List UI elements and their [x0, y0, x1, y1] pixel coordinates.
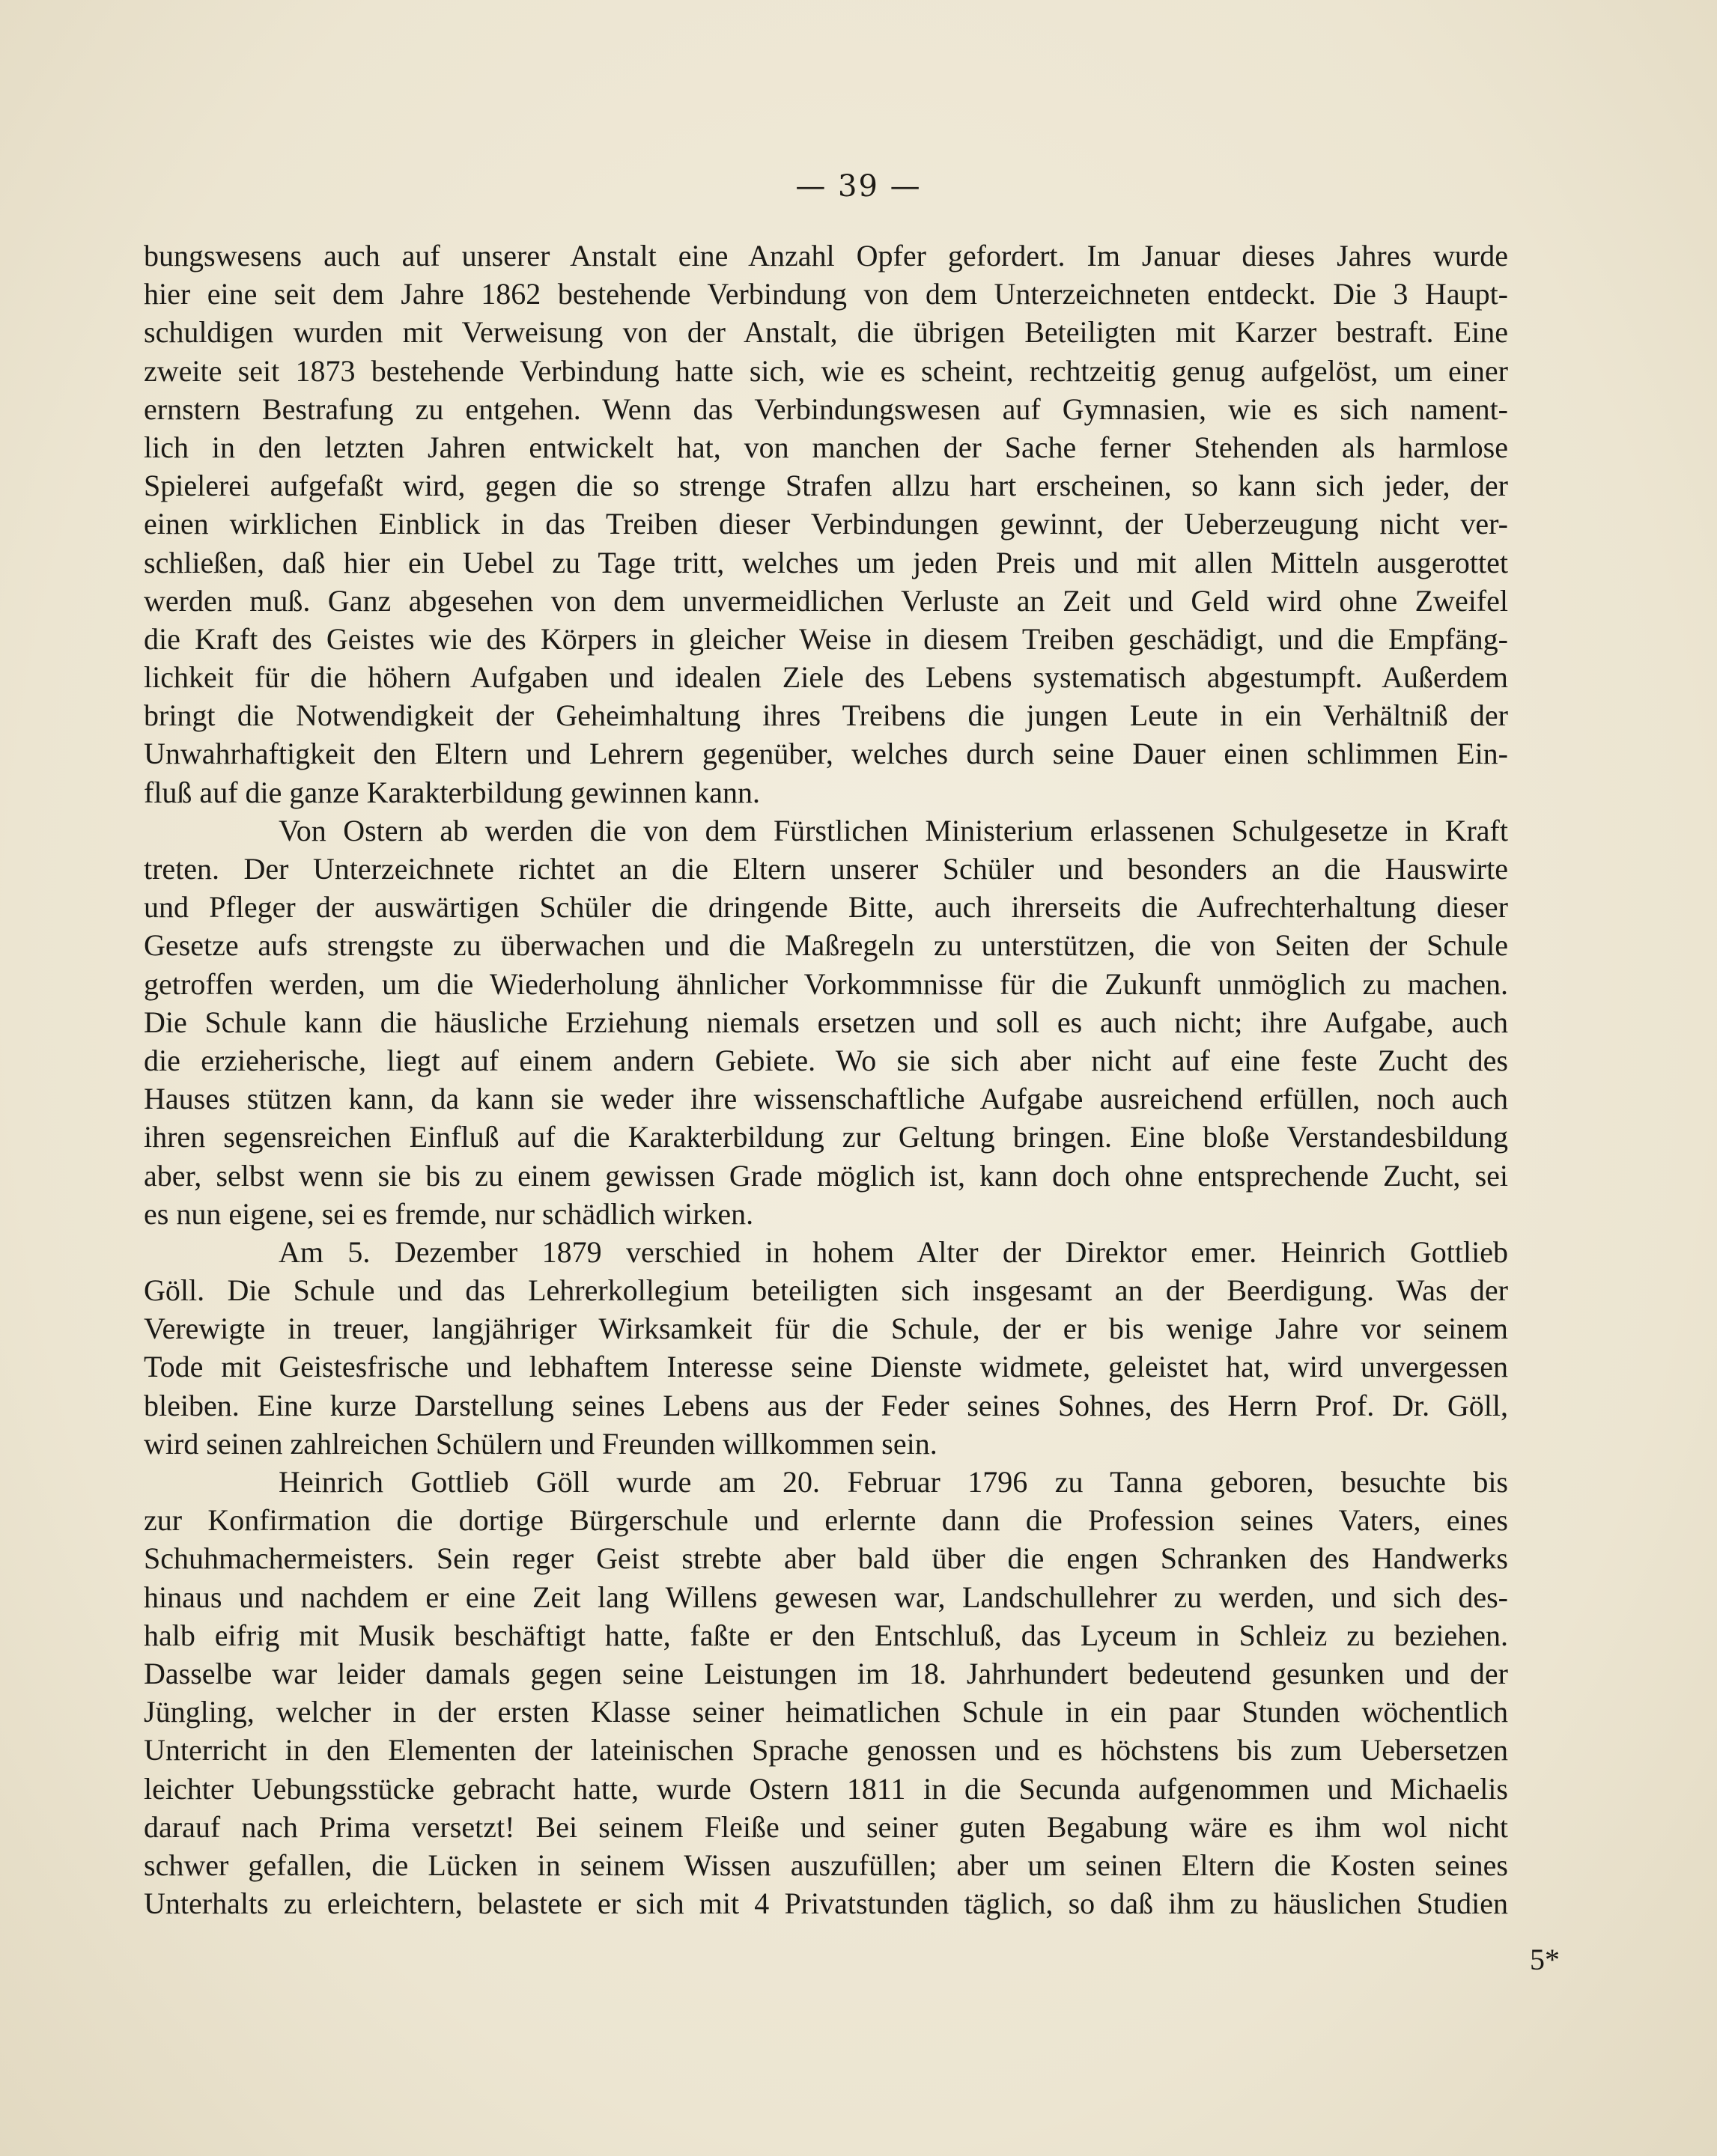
text-line: werden muß. Ganz abgesehen von dem unvermeidlichen Verluste an Zeit und Geld wird ohne Zweifel [144, 583, 1508, 618]
text-line: es nun eigene, sei es fremde, nur schädlich wirken. [144, 1196, 754, 1231]
text-line: schwer gefallen, die Lücken in seinem Wissen auszufüllen; aber um seinen Eltern die Kosten seines [144, 1848, 1508, 1882]
text-line: Dasselbe war leider damals gegen seine Leistungen im 18. Jahrhundert bedeutend gesunken und der [144, 1656, 1508, 1690]
text-line: ernstern Bestrafung zu entgehen. Wenn das Verbindungswesen auf Gymnasien, wie es sich nament- [144, 392, 1508, 426]
text-line: Unterricht in den Elementen der lateinischen Sprache genossen und es höchstens bis zum Uebersetzen [144, 1733, 1508, 1767]
text-line: lich in den letzten Jahren entwickelt hat, von manchen der Sache ferner Stehenden als harmlose [144, 430, 1508, 464]
paragraph-start-line: Heinrich Gottlieb Göll wurde am 20. Februar 1796 zu Tanna geboren, besuchte bis [279, 1465, 1508, 1499]
text-line: schuldigen wurden mit Verweisung von der Anstalt, die übrigen Beteiligten mit Karzer bestraft. Eine [144, 315, 1508, 350]
text-line: einen wirklichen Einblick in das Treiben dieser Verbindungen gewinnt, der Ueberzeugung nicht ver- [144, 507, 1508, 541]
text-line: die erzieherische, liegt auf einem andern Gebiete. Wo sie sich aber nicht auf eine feste Zucht des [144, 1043, 1508, 1077]
text-line: bringt die Notwendigkeit der Geheimhaltung ihres Treibens die jungen Leute in ein Verhältniß der [144, 698, 1508, 733]
page-number: — 39 — [795, 169, 922, 204]
text-line: Tode mit Geistesfrische und lebhaftem Interesse seine Dienste widmete, geleistet hat, wird unvergessen [144, 1350, 1508, 1384]
text-line: bleiben. Eine kurze Darstellung seines Lebens aus der Feder seines Sohnes, des Herrn Prof. Dr. Göll, [144, 1388, 1508, 1422]
text-line: ihren segensreichen Einfluß auf die Karakterbildung zur Geltung bringen. Eine bloße Verstandesbildung [144, 1120, 1508, 1154]
text-line: Hauses stützen kann, da kann sie weder ihre wissenschaftliche Aufgabe ausreichend erfüllen, noch auch [144, 1082, 1508, 1116]
text-line: lichkeit für die höhern Aufgaben und idealen Ziele des Lebens systematisch abgestumpft. Außerdem [144, 660, 1508, 695]
text-line: Unterhalts zu erleichtern, belastete er sich mit 4 Privatstunden täglich, so daß ihm zu häuslichen Studien [144, 1886, 1508, 1921]
text-line: Gesetze aufs strengste zu überwachen und die Maßregeln zu unterstützen, die von Seiten der Schule [144, 928, 1508, 963]
text-line: und Pfleger der auswärtigen Schüler die dringende Bitte, auch ihrerseits die Aufrechterhaltung dieser [144, 890, 1508, 925]
text-line: darauf nach Prima versetzt! Bei seinem Fleiße und seiner guten Begabung wäre es ihm wol nicht [144, 1809, 1508, 1844]
signature-mark: 5* [1530, 1943, 1560, 1976]
text-line: bungswesens auch auf unserer Anstalt eine Anzahl Opfer gefordert. Im Januar dieses Jahres wurde [144, 239, 1508, 272]
text-line: Spielerei aufgefaßt wird, gegen die so strenge Strafen allzu hart erscheinen, so kann sich jeder, der [144, 469, 1508, 503]
paragraph-start-line: Am 5. Dezember 1879 verschied in hohem Alter der Direktor emer. Heinrich Gottlieb [279, 1234, 1508, 1269]
text-line: aber, selbst wenn sie bis zu einem gewissen Grade möglich ist, kann doch ohne entsprechende Zucht, sei [144, 1158, 1508, 1193]
text-line: hier eine seit dem Jahre 1862 bestehende Verbindung von dem Unterzeichneten entdeckt. Die 3 Haupt- [144, 277, 1508, 311]
text-line: Unwahrhaftigkeit den Eltern und Lehrern gegenüber, welches durch seine Dauer einen schlimmen Ein- [144, 737, 1508, 771]
text-line: Schuhmachermeisters. Sein reger Geist strebte aber bald über die engen Schranken des Handwerks [144, 1541, 1508, 1576]
text-line: Göll. Die Schule und das Lehrerkollegium beteiligten sich insgesamt an der Beerdigung. Was der [144, 1273, 1508, 1308]
paragraph-start-line: Von Ostern ab werden die von dem Fürstlichen Ministerium erlassenen Schulgesetze in Kraft [279, 813, 1508, 847]
text-line: Die Schule kann die häusliche Erziehung niemals ersetzen und soll es auch nicht; ihre Aufgabe, auch [144, 1005, 1508, 1039]
text-line: zweite seit 1873 bestehende Verbindung hatte sich, wie es scheint, rechtzeitig genug aufgelöst, um einer [144, 353, 1508, 388]
text-line: Jüngling, welcher in der ersten Klasse seiner heimatlichen Schule in ein paar Stunden wöchentlich [144, 1695, 1508, 1729]
text-line: fluß auf die ganze Karakterbildung gewinnen kann. [144, 775, 761, 809]
text-line: wird seinen zahlreichen Schülern und Freunden willkommen sein. [144, 1426, 937, 1461]
text-line: schließen, daß hier ein Uebel zu Tage tritt, welches um jeden Preis und mit allen Mitteln ausgerottet [144, 545, 1508, 579]
text-line: Verewigte in treuer, langjähriger Wirksamkeit für die Schule, der er bis wenige Jahre vor seinem [144, 1312, 1508, 1346]
text-line: leichter Uebungsstücke gebracht hatte, wurde Ostern 1811 in die Secunda aufgenommen und Michaelis [144, 1771, 1508, 1806]
text-line: hinaus und nachdem er eine Zeit lang Willens gewesen war, Landschullehrer zu werden, und sich des- [144, 1580, 1508, 1614]
text-line: getroffen werden, um die Wiederholung ähnlicher Vorkommnisse für die Zukunft unmöglich zu machen. [144, 966, 1508, 1001]
body-text [144, 237, 1508, 1922]
text-line: treten. Der Unterzeichnete richtet an die Eltern unserer Schüler und besonders an die Hauswirte [144, 852, 1508, 886]
text-line: zur Konfirmation die dortige Bürgerschule und erlernte dann die Profession seines Vaters, eines [144, 1503, 1508, 1538]
text-line: die Kraft des Geistes wie des Körpers in gleicher Weise in diesem Treiben geschädigt, und die Empfäng- [144, 621, 1508, 656]
text-line: halb eifrig mit Musik beschäftigt hatte, faßte er den Entschluß, das Lyceum in Schleiz zu beziehen. [144, 1618, 1508, 1652]
